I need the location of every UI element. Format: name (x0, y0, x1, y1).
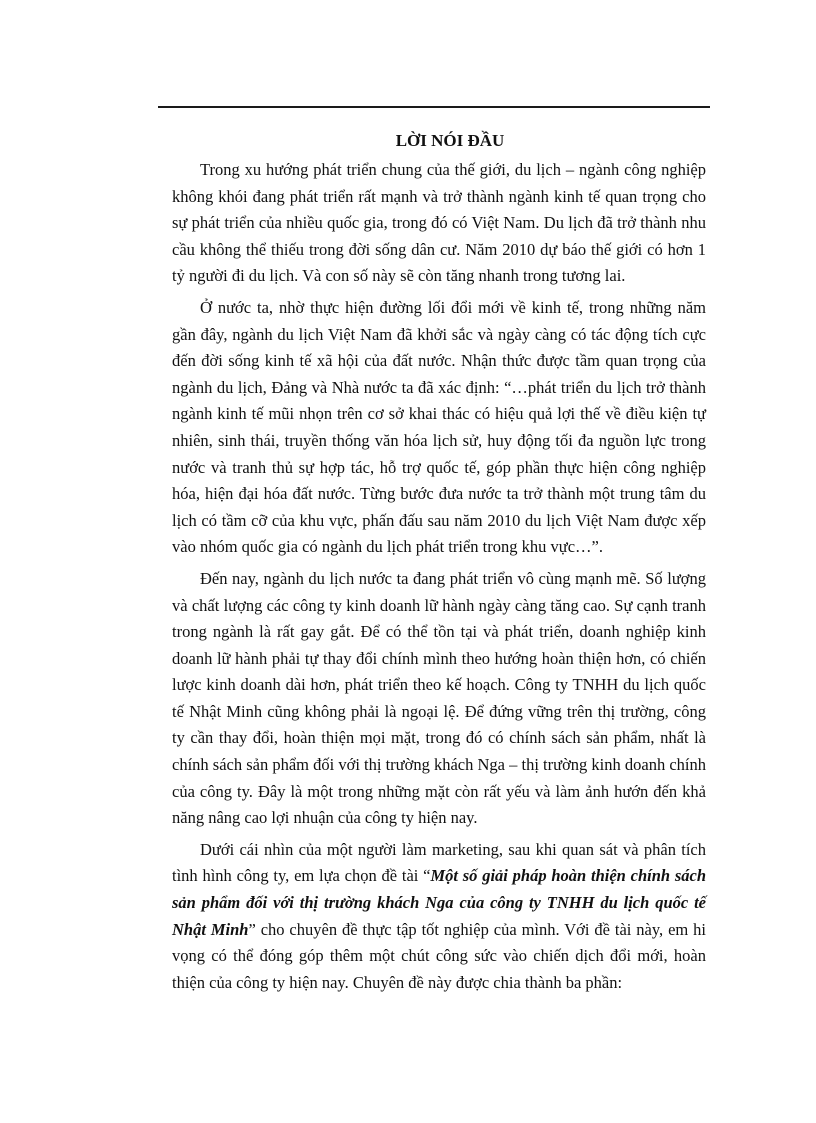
paragraph-3: Đến nay, ngành du lịch nước ta đang phát triển vô cùng mạnh mẽ. Số lượng và chất lượng các công ty kinh doanh lữ hành ngày càng tăng cao. Sự cạnh tranh trong ngành là rất gay gắt. Để có thể tồn tại và phát triển, doanh nghiệp kinh doanh lữ hành phải tự thay đổi chính mình theo hướng hoàn thiện hơn, có chiến lược kinh doanh dài hơn, phát triển theo kế hoạch. Công ty TNHH du lịch quốc tế Nhật Minh cũng không phải là ngoại lệ. Để đứng vững trên thị trường, công ty cần thay đổi, hoàn thiện mọi mặt, trong đó có chính sách sản phẩm, nhất là chính sách sản phẩm đối với thị trường khách Nga – thị trường kinh doanh chính của công ty. Đây là một trong những mặt còn rất yếu và làm ảnh hướn đến khả năng nâng cao lợi nhuận của công ty hiện nay. (172, 568, 706, 828)
paragraph-1: Trong xu hướng phát triển chung của thế giới, du lịch – ngành công nghiệp không khói đang phát triển rất mạnh và trở thành ngành kinh tế quan trọng cho sự phát triển của nhiều quốc gia, trong đó có Việt Nam. Du lịch đã trở thành nhu cầu không thể thiếu trong đời sống dân cư. Năm 2010 dự báo thế giới có hơn 1 tỷ người đi du lịch. Và con số này sẽ còn tăng nhanh trong tương lai. (172, 160, 706, 286)
paragraph-4-rest: ” cho chuyên đề thực tập tốt nghiệp của mình. Với đề tài này, em hi vọng có thể đóng góp thêm một chút công sức vào chiến dịch đổi mới, hoàn thiện của công ty hiện nay. Chuyên đề này được chia thành ba phần: (172, 919, 706, 992)
paragraph-2: Ở nước ta, nhờ thực hiện đường lối đổi mới về kinh tế, trong những năm gần đây, ngành du lịch Việt Nam đã khởi sắc và ngày càng có tác động tích cực đến đời sống kinh tế xã hội của đất nước. Nhận thức được tầm quan trọng của ngành du lịch, Đảng và Nhà nước ta đã xác định: “…phát triển du lịch trở thành ngành kinh tế mũi nhọn trên cơ sở khai thác có hiệu quả lợi thế về điều kiện tự nhiên, sinh thái, truyền thống văn hóa lịch sử, huy động tối đa nguồn lực trong nước và tranh thủ sự hợp tác, hỗ trợ quốc tế, góp phần thực hiện công nghiệp hóa, hiện đại hóa đất nước. Từng bước đưa nước ta trở thành một trung tâm du lịch có tầm cỡ của khu vực, phấn đấu sau năm 2010 du lịch Việt Nam được xếp vào nhóm quốc gia có ngành du lịch phát triển trong khu vực…”. (172, 297, 706, 557)
page-title: LỜI NÓI ĐẦU (395, 131, 505, 150)
document-body (172, 130, 706, 1001)
paragraph-4-intro: Dưới cái nhìn của một người làm marketing, sau khi quan sát và phân tích tình hình công ty, em lựa chọn đề tài “ (172, 839, 706, 886)
thesis-title: Một số giải pháp hoàn thiện chính sách sản phẩm đối với thị trường khách Nga của công ty TNHH du lịch quốc tế Nhật Minh (172, 866, 707, 939)
paragraph-4 (172, 837, 706, 997)
header-rule (158, 106, 710, 108)
